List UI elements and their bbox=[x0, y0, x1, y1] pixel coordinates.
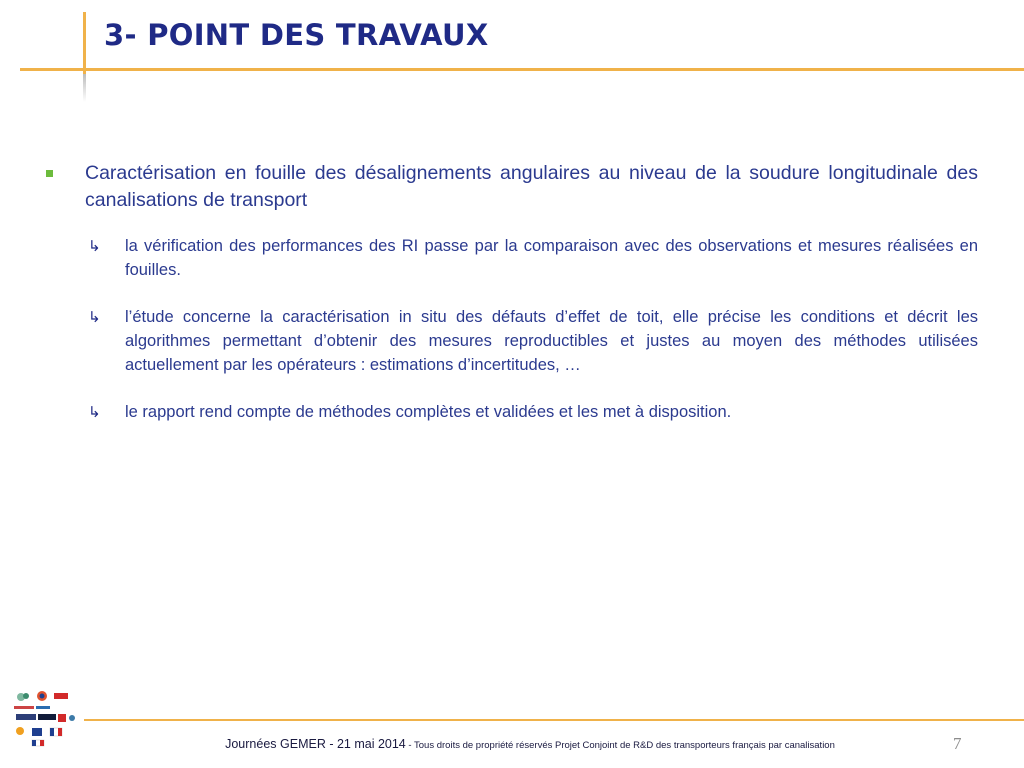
header-vertical-divider bbox=[83, 12, 86, 74]
sub-bullet-text: le rapport rend compte de méthodes complètes et validées et les met à disposition. bbox=[125, 403, 732, 421]
footer-text bbox=[0, 735, 1024, 753]
footer-divider bbox=[84, 719, 1024, 721]
footer-event: Journées GEMER - 21 mai 2014 bbox=[225, 737, 406, 751]
header-divider bbox=[20, 68, 1024, 71]
header-vertical-shadow bbox=[83, 74, 86, 102]
slide-content bbox=[44, 160, 978, 447]
sub-bullet bbox=[44, 234, 978, 282]
sub-bullet bbox=[44, 305, 978, 377]
sub-bullet-list bbox=[44, 234, 978, 424]
main-bullet bbox=[44, 160, 978, 214]
sub-bullet-text: la vérification des performances des RI passe par la comparaison avec des observations et mesures réalisées en fouilles. bbox=[125, 237, 978, 279]
curved-arrow-right-icon: ↳ bbox=[88, 237, 101, 255]
green-square-bullet-icon bbox=[46, 170, 53, 177]
main-bullet-text: Caractérisation en fouille des désalignements angulaires au niveau de la soudure longitudinale des canalisations de transport bbox=[85, 162, 978, 211]
sub-bullet-text: l’étude concerne la caractérisation in situ des défauts d’effet de toit, elle précise les conditions et décrit les algorithmes permettant d’obtenir des mesures reproductibles et justes au moyen des méthodes utilisées actuellement par les opérateurs : estimations d’incertitudes, … bbox=[125, 308, 978, 374]
curved-arrow-right-icon: ↳ bbox=[88, 308, 101, 326]
page-number: 7 bbox=[953, 734, 962, 753]
curved-arrow-right-icon: ↳ bbox=[88, 403, 101, 421]
slide-title: 3- POINT DES TRAVAUX bbox=[104, 18, 489, 52]
sub-bullet bbox=[44, 400, 978, 424]
footer-rights: - Tous droits de propriété réservés Projet Conjoint de R&D des transporteurs français par canalisation bbox=[405, 740, 835, 751]
